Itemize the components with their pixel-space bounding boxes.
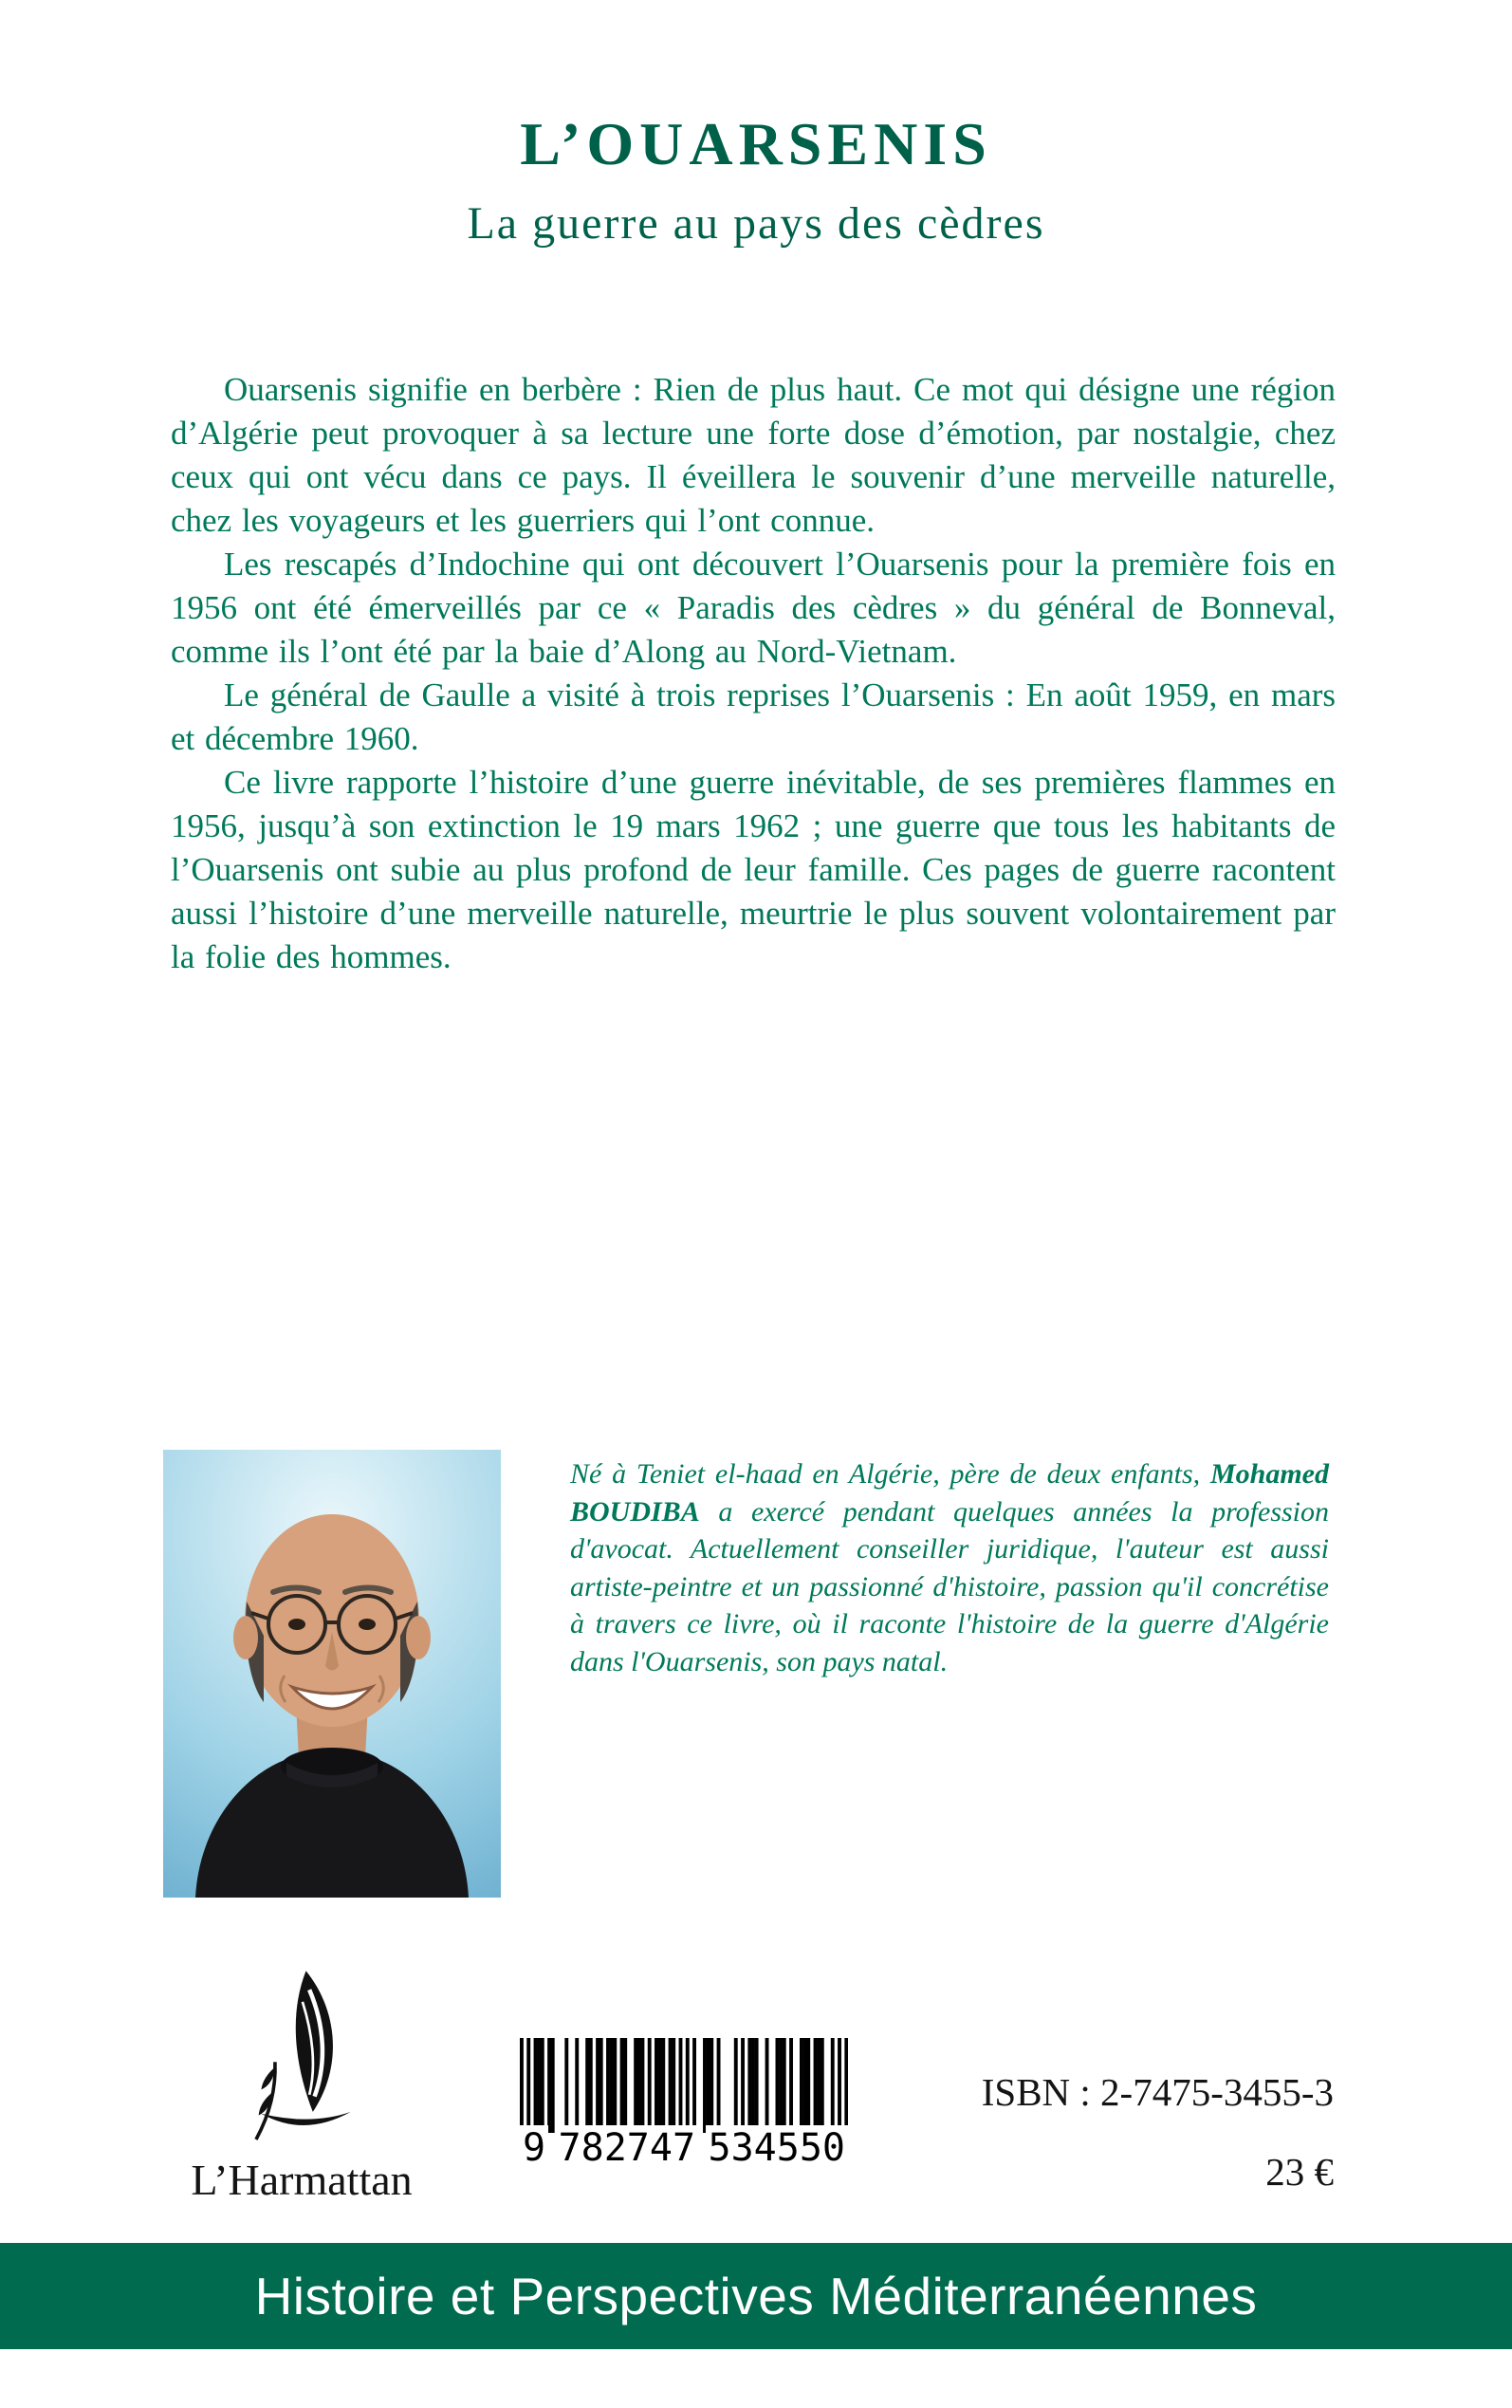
series-title: Histoire et Perspectives Méditerranéennes — [254, 2267, 1258, 2325]
barcode-digit-group: 782747 — [556, 2125, 699, 2171]
book-title: L’OUARSENIS — [520, 110, 992, 177]
barcode — [520, 2038, 848, 2171]
series-banner — [0, 2243, 1512, 2349]
author-name: Mohamed BOUDIBA — [570, 1458, 1329, 1528]
synopsis-paragraph: Ouarsenis signifie en berbère : Rien de plus haut. Ce mot qui désigne une région d’Algérie peut provoquer à sa lecture une forte dose d’émotion, par nostalgie, chez ceux qui ont vécu dans ce pays. Il éveillera le souvenir d’une merveille naturelle, chez les voyageurs et les guerriers qui l’ont connue. — [171, 371, 1336, 539]
header — [0, 106, 1512, 252]
isbn-block — [982, 2068, 1334, 2195]
barcode-digit-group: 534550 — [706, 2125, 849, 2171]
publisher-block — [159, 1958, 444, 2205]
isbn-text: ISBN : 2-7475-3455-3 — [981, 2070, 1334, 2114]
harmattan-sailboat-logo-icon — [237, 1958, 366, 2154]
author-portrait-illustration — [163, 1450, 501, 1898]
author-photo — [163, 1450, 501, 1898]
synopsis-paragraph: Le général de Gaulle a visité à trois reprises l’Ouarsenis : En août 1959, en mars et décembre 1960. — [171, 676, 1336, 757]
author-bio — [570, 1455, 1329, 1680]
barcode-digit-group: 9 — [520, 2125, 548, 2171]
barcode-digits — [520, 2125, 848, 2171]
synopsis — [171, 368, 1336, 979]
publisher-name: L’Harmattan — [191, 2156, 413, 2204]
synopsis-paragraph: Les rescapés d’Indochine qui ont découvert l’Ouarsenis pour la première fois en 1956 ont été émerveillés par ce « Paradis des cèdres » du général de Bonneval, comme ils l’ont été par la baie d’Along au Nord-Vietnam. — [171, 546, 1336, 670]
bio-text-after: a exercé pendant quelques années la profession d'avocat. Actuellement conseiller juridique, l'auteur est aussi artiste-peintre et un passionné d'histoire, passion qu'il concrétise à travers ce livre, où il raconte l'histoire de la guerre d'Algérie dans l'Ouarsenis, son pays natal. — [570, 1495, 1329, 1677]
bio-text-before: Né à Teniet el-haad en Algérie, père de deux enfants, — [570, 1458, 1210, 1490]
price-text: 23 € — [1265, 2150, 1334, 2194]
book-subtitle: La guerre au pays des cèdres — [467, 198, 1045, 249]
synopsis-paragraph: Ce livre rapporte l’histoire d’une guerre inévitable, de ses premières flammes en 1956, jusqu’à son extinction le 19 mars 1962 ; une guerre que tous les habitants de l’Ouarsenis ont subie au plus profond de leur famille. Ces pages de guerre racontent aussi l’histoire d’une merveille naturelle, meurtrie le plus souvent volontairement par la folie des hommes. — [171, 764, 1336, 975]
